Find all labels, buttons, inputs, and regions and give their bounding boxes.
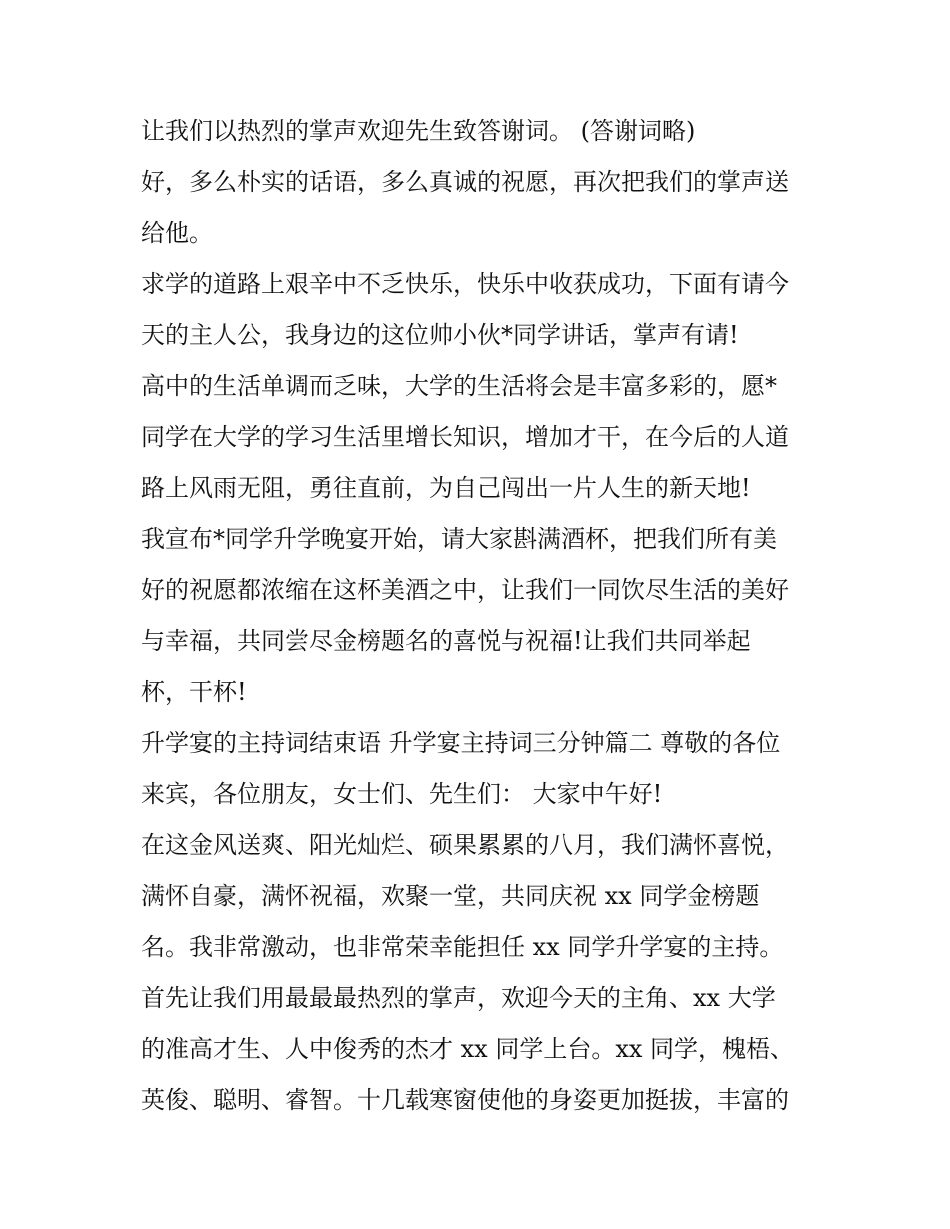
text-line: 在这金风送爽、阳光灿烂、硕果累累的八月，我们满怀喜悦， [141, 831, 789, 859]
text-line: 求学的道路上艰辛中不乏快乐，快乐中收获成功，下面有请今 [141, 270, 789, 298]
text-line: 路上风雨无阻，勇往直前，为自己闯出一片人生的新天地! [141, 474, 751, 502]
text-line: 天的主人公，我身边的这位帅小伙*同学讲话，掌声有请! [141, 321, 739, 349]
text-line: 杯，干杯! [141, 678, 247, 706]
text-line: 与幸福，共同尝尽金榜题名的喜悦与祝福!让我们共同举起 [141, 627, 751, 655]
text-line: 我宣布*同学升学晚宴开始，请大家斟满酒杯，把我们所有美 [141, 525, 777, 553]
text-line: 首先让我们用最最最热烈的掌声，欢迎今天的主角、xx 大学 [141, 984, 776, 1012]
text-line: 英俊、聪明、睿智。十几载寒窗使他的身姿更加挺拔，丰富的 [141, 1086, 789, 1114]
text-line: 名。我非常激动，也非常荣幸能担任 xx 同学升学宴的主持。 [141, 933, 784, 961]
text-line: 高中的生活单调而乏味，大学的生活将会是丰富多彩的，愿* [141, 372, 777, 400]
text-line: 给他。 [141, 219, 213, 247]
text-line: 好，多么朴实的话语，多么真诚的祝愿，再次把我们的掌声送 [141, 168, 789, 196]
text-line: 好的祝愿都浓缩在这杯美酒之中，让我们一同饮尽生活的美好 [141, 576, 789, 604]
document-body [141, 106, 831, 1126]
text-line: 升学宴的主持词结束语 升学宴主持词三分钟篇二 尊敬的各位 [141, 729, 781, 757]
text-line: 同学在大学的学习生活里增长知识，增加才干，在今后的人道 [141, 423, 789, 451]
text-line: 的准高才生、人中俊秀的杰才 xx 同学上台。xx 同学，槐梧、 [141, 1035, 795, 1063]
text-line: 满怀自豪，满怀祝福，欢聚一堂，共同庆祝 xx 同学金榜题 [141, 882, 760, 910]
text-line: 让我们以热烈的掌声欢迎先生致答谢词。 (答谢词略) [141, 117, 696, 145]
text-line: 来宾，各位朋友，女士们、先生们： 大家中午好! [141, 780, 663, 808]
